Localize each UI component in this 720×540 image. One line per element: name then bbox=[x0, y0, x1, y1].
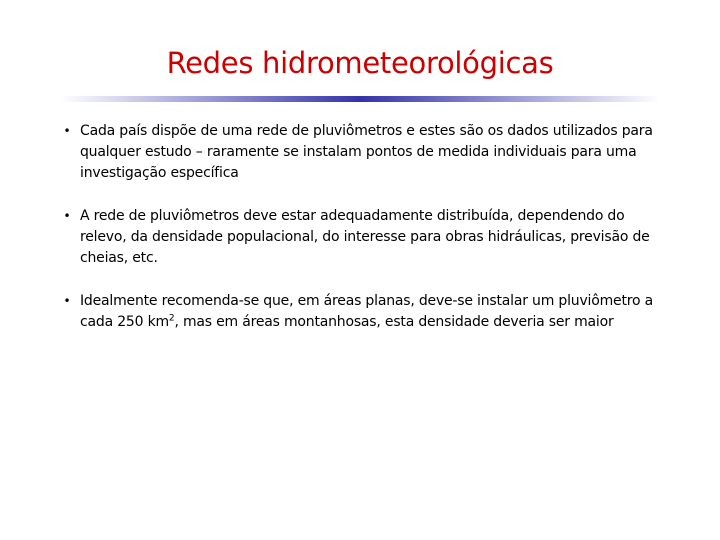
bullet-item bbox=[60, 291, 660, 333]
slide-title: Redes hidrometeorológicas bbox=[166, 46, 554, 80]
bullet-icon: • bbox=[63, 209, 71, 223]
bullet-item bbox=[60, 206, 660, 269]
bullet-text-before: Idealmente recomenda-se que, em áreas planas, deve-se instalar um pluviômetro a cada 250 km bbox=[80, 293, 653, 330]
bullet-list bbox=[60, 121, 660, 355]
bullet-text: Cada país dispõe de uma rede de pluviômetros e estes são os dados utilizados para qualquer estudo – raramente se instalam pontos de medida individuais para uma investigação específica bbox=[80, 123, 653, 181]
bullet-icon: • bbox=[63, 124, 71, 138]
superscript-unit: 2 bbox=[168, 313, 175, 324]
bullet-text-after: , mas em áreas montanhosas, esta densidade deveria ser maior bbox=[174, 314, 614, 330]
bullet-item bbox=[60, 121, 660, 184]
title-divider bbox=[60, 96, 660, 102]
bullet-icon: • bbox=[63, 294, 71, 308]
bullet-text: A rede de pluviômetros deve estar adequadamente distribuída, dependendo do relevo, da densidade populacional, do interesse para obras hidráulicas, previsão de cheias, etc. bbox=[80, 208, 650, 266]
